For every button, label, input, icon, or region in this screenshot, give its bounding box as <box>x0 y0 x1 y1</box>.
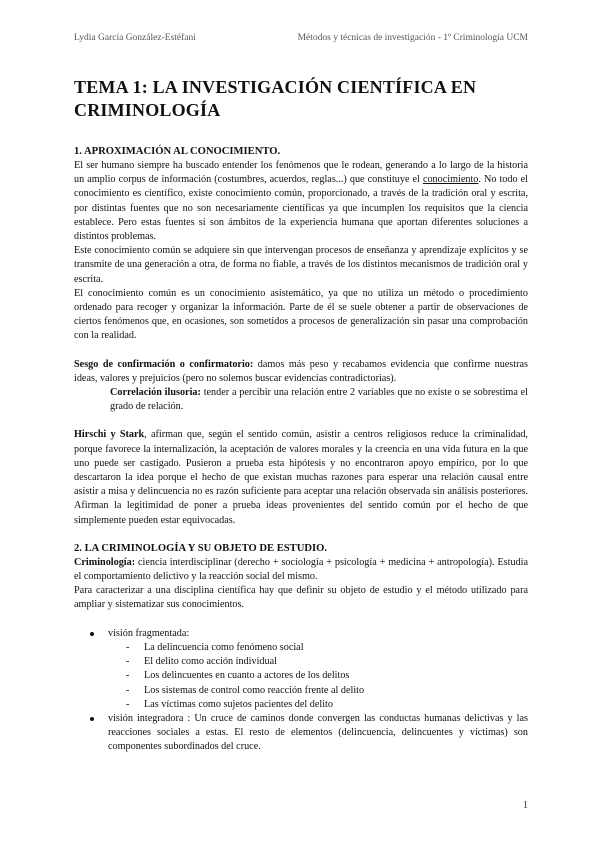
list-item-text: visión integradora : Un cruce de caminos donde convergen las conductas humanas delictivas y las reacciones sociales a estas. El resto de elementos (delincuencia, delincuentes y víctimas) son componentes subordinados del cruce. <box>108 712 528 753</box>
term-sesgo: Sesgo de confirmación o confirmatorio: <box>74 358 254 370</box>
paragraph-asistematico: El conocimiento común es un conocimiento asistemático, ya que no utiliza un método o procedimiento ordenado para recoger y organizar la información. Parte de él se suele obtener a partir de observaciones de ciertos fenómenos que, en ocasiones, son sometidos a procesos de generalización sin pasar una comprobación con la realidad. <box>74 287 528 342</box>
page-content <box>74 76 528 755</box>
dash-icon: - <box>126 698 130 710</box>
paragraph-hirschi-stark <box>74 428 528 527</box>
bullet-icon <box>90 632 94 636</box>
sub-list-text: El delito como acción individual <box>144 656 277 668</box>
list-item-vision-fragmentada <box>74 627 528 712</box>
definition-text: tender a percibir una relación entre 2 variables que no existe o se sobrestima el grado de relación. <box>110 387 528 413</box>
sub-list-item <box>108 698 528 712</box>
bullet-list <box>74 627 528 755</box>
term-conocimiento: conocimiento <box>422 174 479 186</box>
term-criminologia: Criminología: <box>74 556 136 568</box>
sub-list-text: Los delincuentes en cuanto a actores de los delitos <box>144 670 350 682</box>
sub-list-text: Las víctimas como sujetos pacientes del delito <box>144 698 333 710</box>
definition-sesgo <box>74 358 528 386</box>
sub-list-item <box>108 641 528 655</box>
paragraph-text: El ser humano siempre ha buscado entender los fenómenos que le rodean, generando a lo largo de la historia un amplio corpus de información (costumbres, acuerdos, reglas...) que constituye el <box>74 160 528 186</box>
sub-list-item <box>108 684 528 698</box>
term-correlacion: Correlación ilusoria: <box>110 387 201 399</box>
dash-icon: - <box>126 656 130 668</box>
definition-text: damos más peso y recabamos evidencia que confirme nuestras ideas, valores y prejuicios (pero no solemos buscar evidencias contradictorias). <box>74 358 528 384</box>
header-author: Lydia García González-Estéfani <box>74 33 196 43</box>
sub-list <box>108 641 528 712</box>
sub-list-item <box>108 655 528 669</box>
header-course: Métodos y técnicas de investigación - 1º Criminología UCM <box>297 33 528 43</box>
dash-icon: - <box>126 641 130 653</box>
list-item-vision-integradora <box>74 712 528 755</box>
definition-criminologia <box>74 556 528 584</box>
paragraph-text: . No todo el conocimiento es científico, existe conocimiento común, proporcionado, a través de la tradición oral y escrita, por distintas fuentes que no son necesariamente científicas ya que incumplen los requisitos que la ciencia establece. Pero estas fuentes sí son ámbitos de la experiencia humana que aportan diferentes soluciones a distintos problemas. <box>74 174 528 243</box>
paragraph-conocimiento <box>74 159 528 244</box>
sub-list-text: Los sistemas de control como reacción frente al delito <box>144 684 365 696</box>
paragraph-text: , afirman que, según el sentido común, asistir a centros religiosos reduce la criminalidad, porque favorece la internalización, la aceptación de valores morales y la creencia en una vida futura en la que uno puede ser castigado. Pusieron a prueba esta hipótesis y no encontraron apoyo empírico, por lo que descartaron la idea porque el hecho de que existan muchas razones para esperar una relación causal entre asistir a misa y delincuencia no es razón suficiente para aceptar una relación observada sin análisis posteriores. Afirman la legitimidad de poner a prueba ideas provenientes del sentido común por el hecho de que simplemente pueden estar equivocadas. <box>74 429 528 526</box>
term-hirschi-stark: Hirschi y Stark <box>74 429 145 441</box>
dash-icon: - <box>126 684 130 696</box>
definition-correlacion <box>110 386 528 414</box>
paragraph-conocimiento-comun: Este conocimiento común se adquiere sin que intervengan procesos de enseñanza y aprendizaje explícitos y se transmite de una generación a otra, de forma no fiable, a través de los distintos mecanismos de tradición oral y escrita. <box>74 245 528 285</box>
dash-icon: - <box>126 670 130 682</box>
page-title: TEMA 1: LA INVESTIGACIÓN CIENTÍFICA EN CRIMINOLOGÍA <box>74 77 477 120</box>
sub-list-text: La delincuencia como fenómeno social <box>144 641 304 653</box>
sub-list-item <box>108 669 528 683</box>
section-1-heading: 1. APROXIMACIÓN AL CONOCIMIENTO. <box>74 146 281 157</box>
paragraph-caracterizar: Para caracterizar a una disciplina científica hay que definir su objeto de estudio y el método utilizado para ampliar y sistematizar sus conocimientos. <box>74 585 528 611</box>
bullet-icon <box>90 717 94 721</box>
definition-text: ciencia interdisciplinar (derecho + sociología + psicología + medicina + antropología). Estudia el comportamiento delictivo y la reacción social del mismo. <box>74 556 528 583</box>
section-2-heading: 2. LA CRIMINOLOGÍA Y SU OBJETO DE ESTUDIO. <box>74 542 328 554</box>
list-item-text: visión fragmentada: <box>108 627 190 639</box>
page-number: 1 <box>523 800 528 811</box>
